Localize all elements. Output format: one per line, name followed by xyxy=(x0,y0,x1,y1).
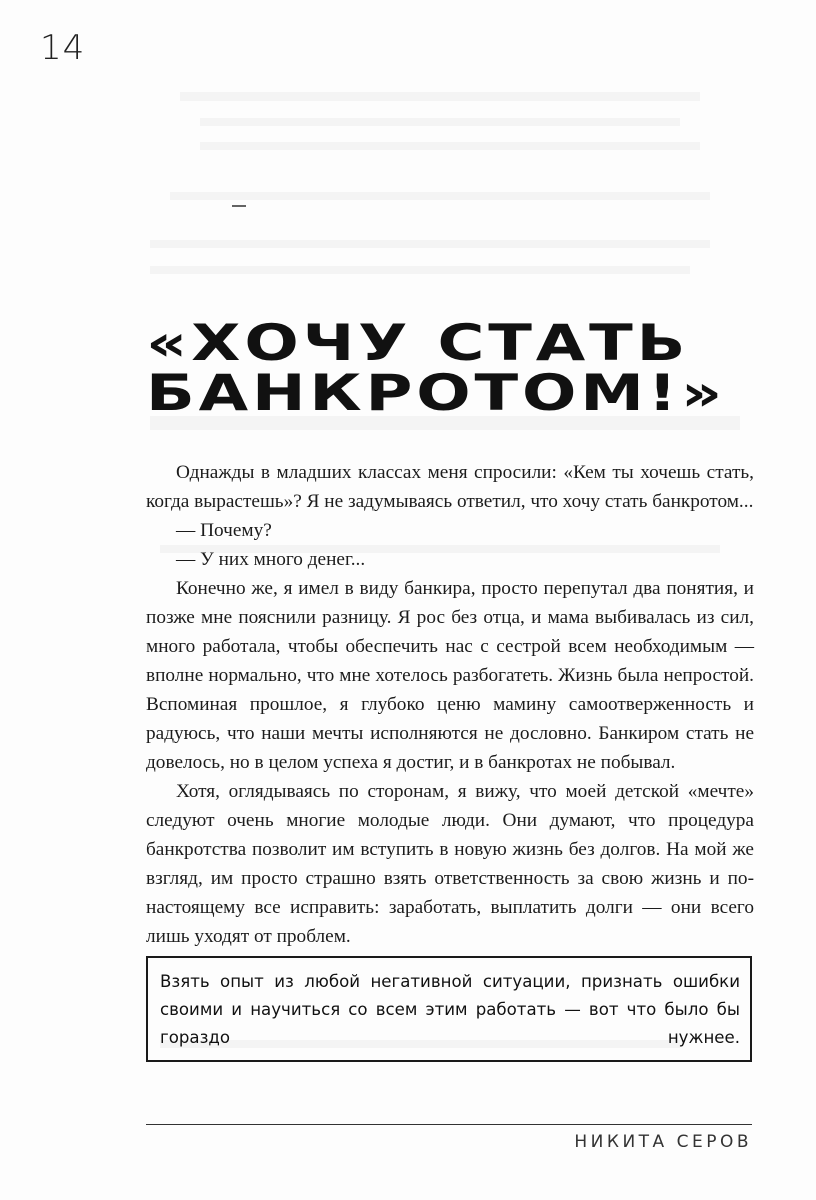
bleed-through-line xyxy=(180,92,700,101)
bleed-through-line xyxy=(170,192,710,200)
stray-mark xyxy=(232,205,246,207)
dialogue-line: — У них много денег... xyxy=(176,549,366,570)
footer-rule xyxy=(146,1124,752,1125)
chapter-title-line-2: БАНКРОТОМ!» xyxy=(146,364,727,422)
body-text xyxy=(146,458,754,951)
paragraph: Хотя, оглядываясь по сторонам, я вижу, что моей детской «мечте» следуют очень многие молодые люди. Они думают, что процедура банкротства позволит им вступить в новую жизнь без долгов. На мой же взгляд, им просто страшно взять ответственность за свою жизнь и по-настоящему все исправить: заработать, выплатить долги — они всего лишь уходят от проблем. xyxy=(146,781,754,947)
callout-text: Взять опыт из любой негативной ситуации, признать ошибки своими и научиться со всем этим работать — вот что было бы гораздо нужнее. xyxy=(160,972,740,1047)
footer-author: НИКИТА СЕРОВ xyxy=(574,1132,752,1152)
bleed-through-line xyxy=(150,240,710,248)
chapter-title xyxy=(146,314,816,422)
paragraph: Однажды в младших классах меня спросили: «Кем ты хочешь стать, когда вырастешь»? Я не задумываясь ответил, что хочу стать банкротом... xyxy=(146,462,754,512)
page-number: 14 xyxy=(40,28,86,68)
callout-box xyxy=(146,956,752,1062)
chapter-title-line-1: «ХОЧУ СТАТЬ xyxy=(146,314,690,372)
bleed-through-line xyxy=(150,266,690,274)
bleed-through-line xyxy=(200,142,700,150)
bleed-through-line xyxy=(200,118,680,126)
dialogue-line: — Почему? xyxy=(176,520,272,541)
paragraph: Конечно же, я имел в виду банкира, просто перепутал два понятия, и позже мне пояснили разницу. Я рос без отца, и мама выбивалась из сил, много работала, чтобы обеспечить нас с сестрой всем необходимым — вполне нормально, что мне хотелось разбогатеть. Жизнь была непростой. Вспоминая прошлое, я глубоко ценю мамину самоотверженность и радуюсь, что наши мечты исполняются не дословно. Банкиром стать не довелось, но в целом успеха я достиг, и в банкротах не побывал. xyxy=(146,578,754,773)
